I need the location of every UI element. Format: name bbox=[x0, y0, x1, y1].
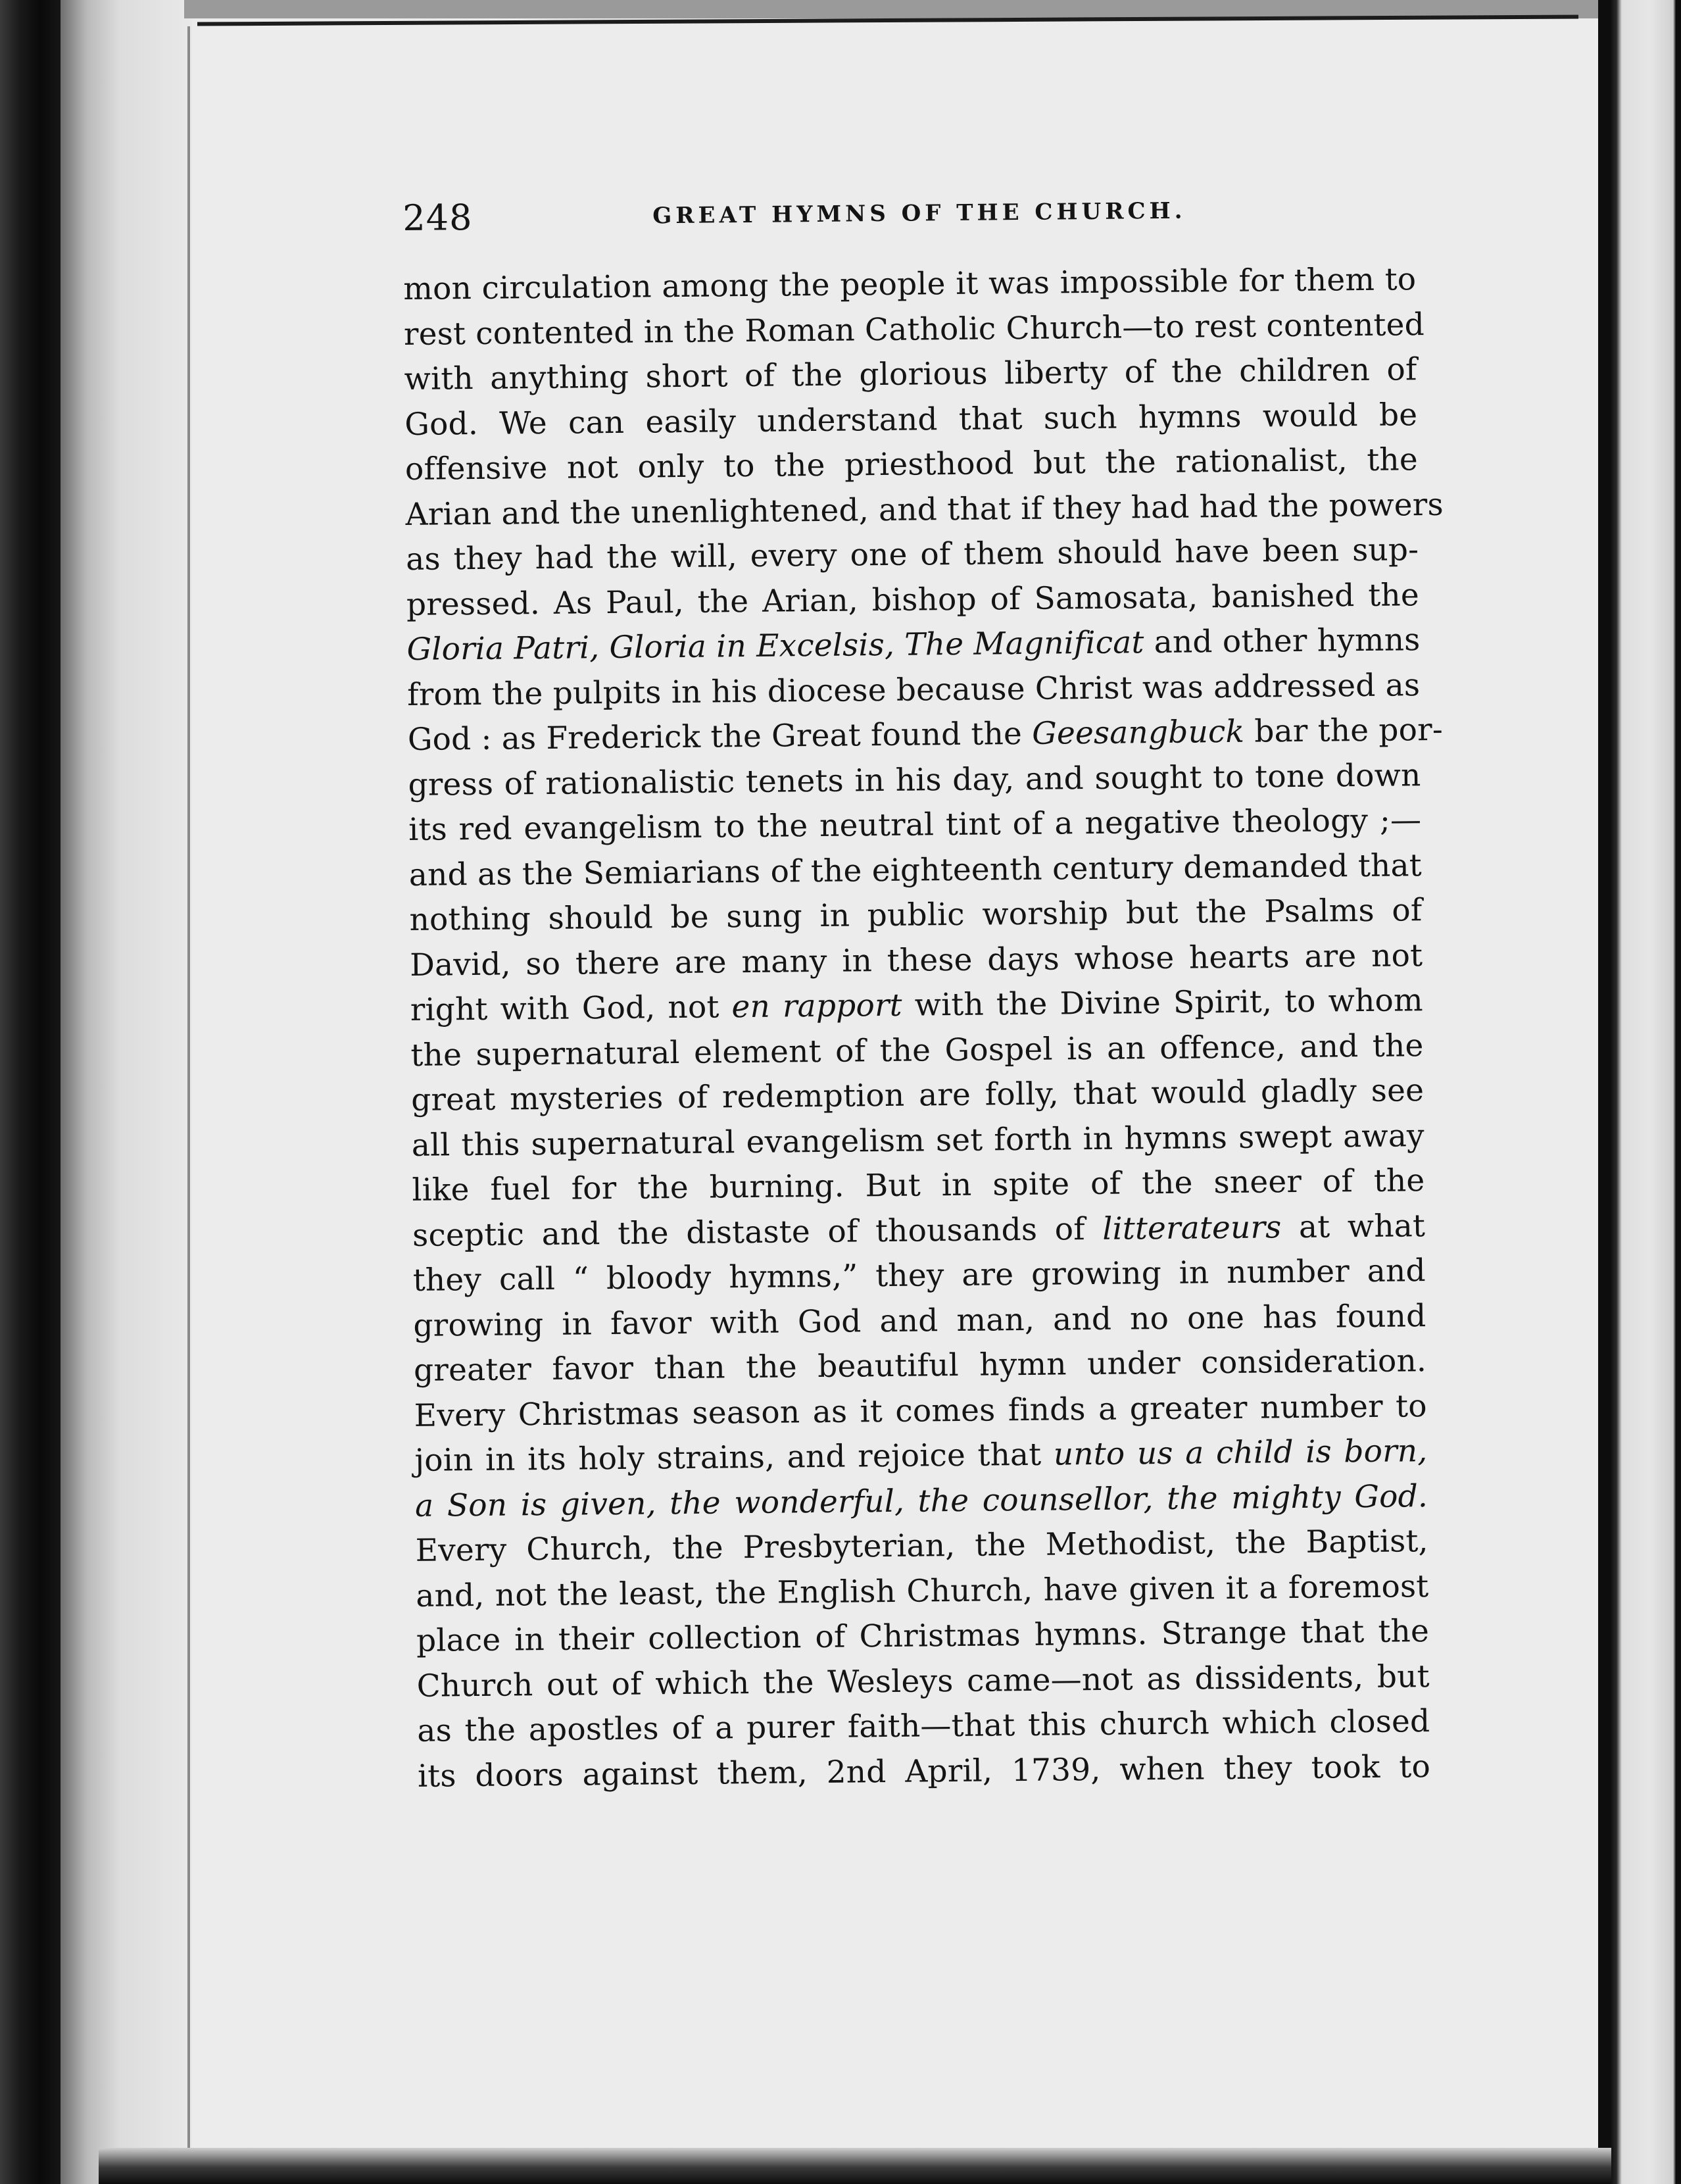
line-text: greater favor than the beautiful hymn under consideration. bbox=[413, 1343, 1427, 1389]
line-text: offensive not only to the priesthood but the rationalist, the bbox=[404, 441, 1419, 487]
running-head: GREAT HYMNS OF THE CHURCH. bbox=[652, 197, 1186, 230]
italic-text: en rapport bbox=[731, 987, 902, 1026]
line-text: and as the Semiarians of the eighteenth century demanded that bbox=[408, 847, 1423, 893]
line-text: all this supernatural evangelism set forth in hymns swept away bbox=[411, 1117, 1425, 1164]
line-text: the supernatural element of the Gospel is an offence, and the bbox=[410, 1027, 1424, 1074]
page-text-block bbox=[402, 187, 1444, 1799]
line-text: pressed. As Paul, the Arian, bishop of Samosata, banished the bbox=[406, 576, 1420, 623]
line-text: bar the por- bbox=[1244, 711, 1444, 750]
line-text: Church out of which the Wesleys came—not as dissidents, but bbox=[416, 1658, 1430, 1704]
italic-text: a Son is given, the wonderful, the counsellor, the mighty God. bbox=[414, 1477, 1428, 1524]
line-text: God. We can easily understand that such hymns would be bbox=[404, 396, 1418, 443]
line-text: they call “ bloody hymns,” they are growing in number and bbox=[412, 1253, 1426, 1299]
bottom-page-edge bbox=[99, 2148, 1611, 2184]
italic-text: litterateurs bbox=[1102, 1208, 1282, 1247]
line-text: God : as Frederick the Great found the bbox=[407, 715, 1033, 758]
line-text: Every Church, the Presbyterian, the Methodist, the Baptist, bbox=[415, 1523, 1428, 1569]
line-text: David, so there are many in these days whose hearts are not bbox=[409, 937, 1423, 983]
line-text: like fuel for the burning. But in spite of the sneer of the bbox=[412, 1162, 1425, 1208]
line-text: place in their collection of Christmas hymns. Strange that the bbox=[416, 1613, 1430, 1659]
italic-text: Geesangbuck bbox=[1031, 713, 1245, 752]
line-text: from the pulpits in his diocese because Christ was addressed as bbox=[406, 666, 1421, 713]
line-text: with the Divine Spirit, to whom bbox=[902, 982, 1424, 1024]
line-text: Arian and the unenlightened, and that if they had had the powers bbox=[405, 486, 1444, 533]
body-text bbox=[403, 257, 1444, 1799]
line-text: join in its holy strains, and rejoice that bbox=[414, 1436, 1054, 1479]
line-text: and, not the least, the English Church, have given it a foremost bbox=[416, 1568, 1429, 1614]
line-text: rest contented in the Roman Catholic Church—to rest contented bbox=[403, 306, 1425, 353]
italic-text: Gloria Patri, Gloria in Excelsis, The Magnificat bbox=[406, 624, 1144, 668]
gutter-shadow bbox=[61, 0, 192, 2184]
line-text: its red evangelism to the neutral tint of a negative theology ;— bbox=[408, 802, 1422, 848]
line-text: at what bbox=[1281, 1207, 1426, 1245]
line-text: nothing should be sung in public worship but the Psalms of bbox=[409, 892, 1423, 938]
line-text: great mysteries of redemption are folly, that would gladly see bbox=[410, 1072, 1425, 1118]
inner-page-border bbox=[187, 26, 190, 2151]
line-text: mon circulation among the people it was impossible for them to bbox=[403, 261, 1417, 307]
line-text: sceptic and the distaste of thousands of bbox=[412, 1210, 1103, 1254]
next-page-edge bbox=[1610, 0, 1676, 2184]
line-text: right with God, not bbox=[410, 989, 732, 1028]
line-text: gress of rationalistic tenets in his day, and sought to tone down bbox=[408, 757, 1421, 803]
line-text: growing in favor with God and man, and no one has found bbox=[413, 1297, 1426, 1344]
book-spine-edge bbox=[0, 0, 61, 2184]
line-text: and other hymns bbox=[1144, 622, 1421, 661]
line-text: as the apostles of a purer faith—that this church which closed bbox=[417, 1703, 1430, 1749]
italic-text: unto us a child is born, bbox=[1053, 1433, 1428, 1473]
line-text: with anything short of the glorious liberty of the children of bbox=[404, 351, 1417, 397]
page-header bbox=[402, 187, 1416, 257]
page-number: 248 bbox=[402, 196, 473, 239]
line-text: as they had the will, every one of them should have been sup- bbox=[406, 532, 1419, 578]
line-text: its doors against them, 2nd April, 1739, when they took to bbox=[417, 1748, 1431, 1795]
line-text: Every Christmas season as it comes finds a greater number to bbox=[414, 1387, 1427, 1434]
